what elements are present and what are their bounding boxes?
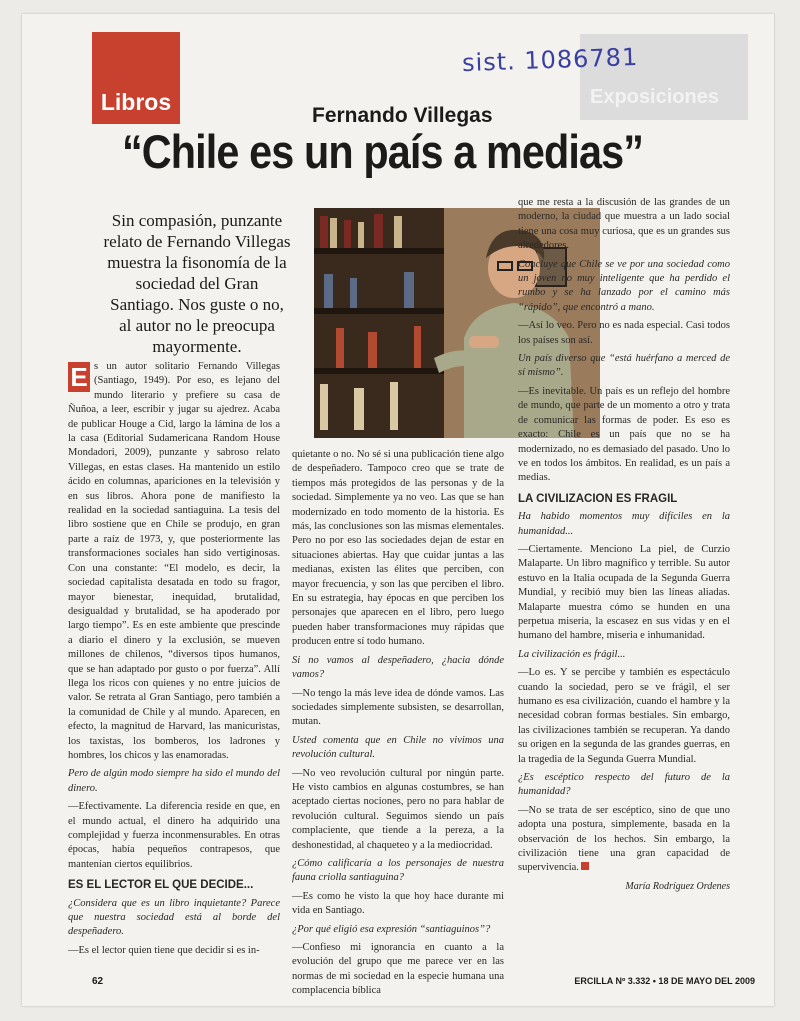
col2-paragraph-5: —Confieso mi ignorancia en cuanto a la evolución del grupo que me parece ver en las normas de mi sociedad en la especie humana una complacencia bíblica xyxy=(292,942,504,997)
col2-question-1: Si no vamos al despeñadero, ¿hacia dónde vamos? xyxy=(292,654,504,681)
col2-question-4: ¿Por qué eligió esa expresión “santiaguinos”? xyxy=(292,923,491,935)
faded-header-text: Exposiciones xyxy=(590,86,719,108)
col3-question-4: La civilización es frágil... xyxy=(518,648,626,660)
handwritten-note: sist. 1086781 xyxy=(461,42,639,78)
col1-paragraph-2: —Efectivamente. La diferencia reside en que, en el mundo actual, el dinero ha adquirido una complejidad y fuerza inconmensurables. En otras épocas, había pequeños contrapesos, que mantenían ciertos equilibrios. xyxy=(68,801,280,870)
col3-question-5: ¿Es escéptico respecto del futuro de la humanidad? xyxy=(518,772,730,798)
end-mark-icon xyxy=(581,862,589,870)
col3-question-3: Ha habido momentos muy difíciles en la humanidad... xyxy=(518,511,730,537)
issue-footer: ERCILLA Nº 3.332 • 18 DE MAYO DEL 2009 xyxy=(574,976,755,986)
col3-paragraph-2: —Así lo veo. Pero no es nada especial. Casi todos los países son así. xyxy=(518,320,730,346)
col3-paragraph-4: —Ciertamente. Menciono La piel, de Curzio Malaparte. Un libro magnífico y terrible. Su autor estuvo en la Italia ocupada de la Segunda Guerra Mundial, y recibió muy bien las líneas aliadas. Malaparte muestra cómo se hunden en una perpetua miseria, la escasez en sus vidas y en el humano del hambre, miseria e inhumanidad. xyxy=(518,543,730,642)
col3-question-1: Concluye que Chile se ve por una sociedad como un joven no muy inteligente que ha perdido el rumbo y se ha lanzado por el camino más “rápido”, que encontró a mano. xyxy=(518,258,730,313)
col2-paragraph-4: —Es como he visto la que hoy hace durante mi vida en Santiago. xyxy=(292,890,504,917)
col2-question-3: ¿Cómo calificaría a los personajes de nuestra fauna criolla santiaguina? xyxy=(292,857,504,884)
article-author: María Rodríguez Ordenes xyxy=(625,880,730,892)
drop-cap: E xyxy=(68,362,90,392)
byline: Fernando Villegas xyxy=(312,104,493,127)
col2-paragraph-1: quietante o no. No sé si una publicación tiene algo de despeñadero. Tampoco creo que se trate de tiempos más protegidos de las personas y de la sociedad. Simplemente ya no veo. Las que se han modernizado en todo momento de la historia. Es más, las conclusiones son las mismas elementales. Pero no por eso las sociedades dejan de estar en situaciones abiertas. Hay que cuidar juntas a las medianas, existen las élites que perciben, con mayor frecuencia, y son las que perciben el libro. En su estrategia, hay épocas en que perciben los personajes que aparecen en el libro, pero luego pueden haber transformaciones muy rápidas que producen entre sí todo humano. xyxy=(292,449,504,648)
col2-paragraph-3: —No veo revolución cultural por ningún parte. He visto cambios en algunas costumbres, se han aceptado ciertas nociones, pero no para hablar de revolución cultural. Seguimos siendo un país complaciente, que tiende a la pereza, a la deshonestidad, al chaqueteo y a la mediocridad. xyxy=(292,767,504,851)
col3-question-2: Un país diverso que “está huérfano a merced de sí mismo”. xyxy=(518,353,730,379)
col1-paragraph-3: —Es el lector quien tiene que decidir si es in- xyxy=(68,944,260,956)
col2-paragraph-2: —No tengo la más leve idea de dónde vamos. Las sociedades simplemente subsisten, se desarrollan, mutan. xyxy=(292,687,504,728)
page-number: 62 xyxy=(92,976,104,987)
col3-paragraph-3: —Es inevitable. Un país es un reflejo del hombre de mundo, que parte de un momento a otro y trata de comunicar las formas de poder. Es eso es exacto: Chile es un país que no se ha modernizado, no es demasiado del pasado. Uno lo ve en todos los ámbitos. En realidad, es un país a medias. xyxy=(518,385,730,484)
article-column-2 xyxy=(292,448,504,1003)
section-badge xyxy=(92,32,180,124)
col2-question-2: Usted comenta que en Chile no vivimos una revolución cultural. xyxy=(292,734,504,761)
col1-paragraph-1: s un autor solitario Fernando Villegas (Santiago, 1949). Por eso, es lejano del mundo literario y prefiere su casa de Ñuñoa, a leer, escribir y jugar su ajedrez. Acaba de publicar Houge a Cid, largo la lámina de los a la casa (Editorial Sudamericana Random House Mondadori, 2009), punzante y sabroso relato Villegas, en estas clases. Ha mantenido un estilo ácido en columnas, apariciones en la televisión y en sus libros. Ahora pone de manifiesto la realidad en la sociedad santiaguina. La tesis del libro sostiene que en Chile se produjo, en gran parte a raíz de 1973, y, que posteriormente las transformaciones sociales han sido vertiginosas. Con una constante: “El modelo, es decir, la sociedad capitalista desatada en todo su fragor, mayor bienestar, inequidad, brutalidad, desigualdad y brutalidad, se ha apoderado por largo tiempo”. Es en este ambiente que prescinde a diario el dinero y la exclusión, se mueven millones de chilenos, “diversos tipos humanos, que se han adaptado por gusto o por fuerza”. Allí llega los ricos con quienes y no entre juicios de valor. Se retrata al Gran Santiago, pero también a la comunidad de Chile y al mundo. Aparecen, en efecto, la magnitud de Harvard, las manicuristas, los taxistas, los bomberos, los ladrones y hombres, los chicos y las enamoradas. xyxy=(68,361,280,761)
col1-subheading: ES EL LECTOR EL QUE DECIDE... xyxy=(68,879,254,892)
article-column-3 xyxy=(518,196,730,894)
magazine-page xyxy=(22,14,774,1006)
section-badge-label: Libros xyxy=(100,89,172,115)
col3-paragraph-1: que me resta a la discusión de las grandes de un moderno, la ciudad que muestra a un lado social tiene una cosa muy curiosa, que es un grandes sus alrededores. xyxy=(518,197,730,252)
col1-question-2: ¿Considera que es un libro inquietante? Parece que nuestra sociedad está al borde del despeñadero. xyxy=(68,897,280,938)
article-column-1 xyxy=(68,360,280,962)
col3-paragraph-6: —No se trata de ser escéptico, sino de que uno adopta una postura, simplemente, basada en la observación de los hechos. Sin embargo, la civilización tiene una gran capacidad de supervivencia. xyxy=(518,804,730,874)
col3-subheading: LA CIVILIZACION ES FRAGIL xyxy=(518,492,678,505)
deck-summary: Sin compasión, punzante relato de Fernando Villegas muestra la fisonomía de la sociedad del Gran Santiago. Nos guste o no, al autor no le preocupa mayormente. xyxy=(103,211,291,356)
col3-paragraph-5: —Lo es. Y se percibe y también es espectáculo cuando la sociedad, pero se ve frágil, el ser humano es esa civilización, cuando el hambre y la necesidad cobran formas bestiales. Sin embargo, las civilizaciones también se recuperan. Ya dando su origen en la segunda de las grandes guerras, en la tragedia de la Segunda Guerra Mundial. xyxy=(518,667,730,765)
col1-question-1: Pero de algún modo siempre ha sido el mundo del dinero. xyxy=(68,768,280,794)
headline: “Chile es un país a medias” xyxy=(122,125,644,178)
